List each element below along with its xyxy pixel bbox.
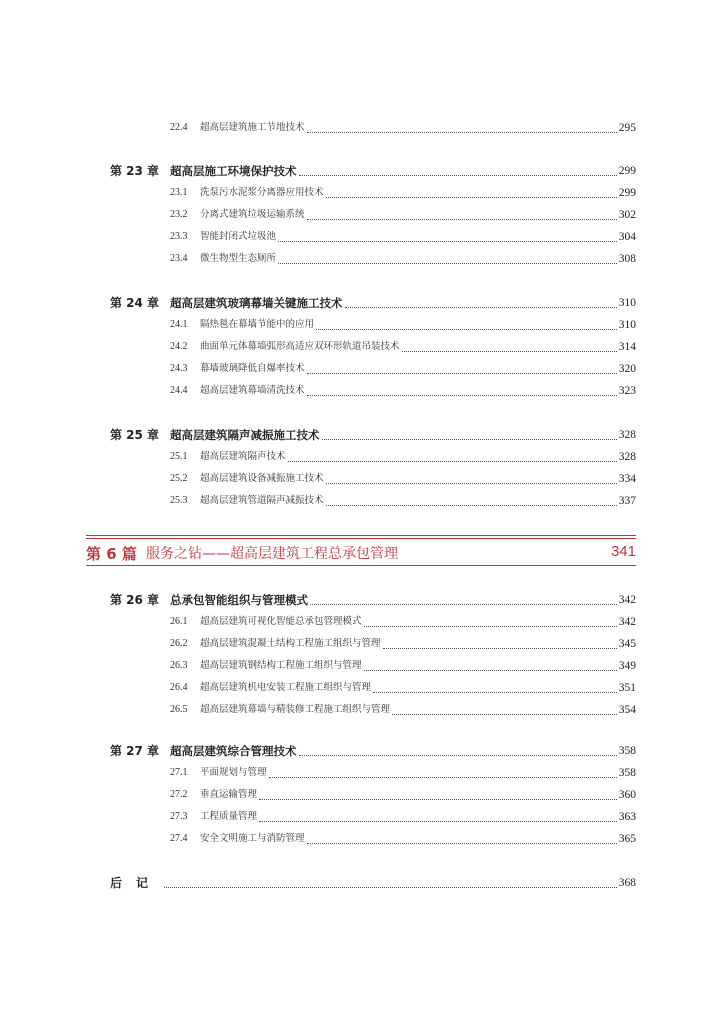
dot-leader <box>259 821 617 822</box>
page-number: 358 <box>618 745 636 757</box>
toc-section-entry <box>170 614 636 630</box>
section-title: 超高层建筑钢结构工程施工组织与管理 <box>200 660 362 671</box>
part-rule-bottom <box>86 565 636 566</box>
toc-section-entry <box>170 831 636 847</box>
part-title: 服务之钻——超高层建筑工程总承包管理 <box>146 546 398 562</box>
page-number: 365 <box>618 833 636 845</box>
toc-section-entry <box>170 471 636 487</box>
dot-leader <box>364 626 617 627</box>
section-title: 超高层建筑混凝土结构工程施工组织与管理 <box>200 638 381 649</box>
section-title: 超高层建筑可视化智能总承包管理模式 <box>200 616 362 627</box>
page-number: 360 <box>618 789 636 801</box>
section-title: 超高层建筑机电安装工程施工组织与管理 <box>200 682 372 693</box>
page-number: 299 <box>618 187 636 199</box>
section-title: 超高层建筑设备减振施工技术 <box>200 473 324 484</box>
section-number: 27.3 <box>170 811 188 822</box>
toc-section-entry <box>170 383 636 399</box>
page-number: 349 <box>618 660 636 672</box>
toc-section-entry <box>170 229 636 245</box>
page-number: 337 <box>618 495 636 507</box>
page-number: 368 <box>618 877 636 889</box>
section-number: 24.3 <box>170 363 188 374</box>
dot-leader <box>164 887 617 888</box>
chapter-title: 超高层建筑玻璃幕墙关键施工技术 <box>170 296 343 310</box>
section-number: 23.3 <box>170 231 188 242</box>
part-heading <box>86 535 636 567</box>
toc-chapter-entry <box>110 427 636 443</box>
section-number: 24.2 <box>170 341 188 352</box>
dot-leader <box>307 373 617 374</box>
section-number: 26.4 <box>170 682 188 693</box>
section-number: 26.2 <box>170 638 188 649</box>
chapter-number: 第 23 章 <box>110 164 160 178</box>
toc-section-entry <box>170 658 636 674</box>
dot-leader <box>269 777 617 778</box>
page-number: 363 <box>618 811 636 823</box>
dot-leader <box>288 461 617 462</box>
page-number: 328 <box>618 451 636 463</box>
toc-section-entry <box>170 680 636 696</box>
section-number: 25.2 <box>170 473 188 484</box>
toc-section-entry <box>170 207 636 223</box>
part-page: 341 <box>610 543 636 560</box>
section-title: 超高层建筑施工节地技术 <box>200 122 305 133</box>
chapter-number: 第 24 章 <box>110 296 160 310</box>
page-number: 310 <box>618 319 636 331</box>
section-number: 23.2 <box>170 209 188 220</box>
dot-leader <box>307 219 617 220</box>
toc-section-entry <box>170 185 636 201</box>
section-number: 27.2 <box>170 789 188 800</box>
section-number: 25.3 <box>170 495 188 506</box>
toc-section-entry <box>170 702 636 718</box>
toc-section-entry <box>170 765 636 781</box>
toc-section-entry <box>170 636 636 652</box>
part-rule-top <box>86 535 636 536</box>
epilogue-title: 后记 <box>110 876 163 890</box>
page-number: 358 <box>618 767 636 779</box>
dot-leader <box>299 755 617 756</box>
chapter-title: 超高层建筑隔声减振施工技术 <box>170 428 320 442</box>
page-number: 299 <box>618 165 636 177</box>
dot-leader <box>307 395 617 396</box>
toc-epilogue-entry <box>110 875 636 891</box>
page-number: 345 <box>618 638 636 650</box>
page-number: 295 <box>618 122 636 134</box>
toc-section-entry <box>170 251 636 267</box>
dot-leader <box>259 799 617 800</box>
toc-section-entry <box>170 787 636 803</box>
section-number: 27.4 <box>170 833 188 844</box>
chapter-title: 总承包智能组织与管理模式 <box>170 593 308 607</box>
part-number: 第 6 篇 <box>86 545 137 563</box>
chapter-number: 第 25 章 <box>110 428 160 442</box>
page-number: 308 <box>618 253 636 265</box>
section-title: 超高层建筑幕墙与精装修工程施工组织与管理 <box>200 704 391 715</box>
section-number: 23.4 <box>170 253 188 264</box>
part-rule-top-2 <box>86 538 636 539</box>
dot-leader <box>326 505 617 506</box>
section-number: 24.4 <box>170 385 188 396</box>
toc-chapter-entry <box>110 163 636 179</box>
dot-leader <box>316 329 617 330</box>
section-title: 超高层建筑隔声技术 <box>200 451 286 462</box>
toc-section-entry <box>170 493 636 509</box>
section-number: 26.5 <box>170 704 188 715</box>
section-title: 垂直运输管理 <box>200 789 258 800</box>
toc-section-entry <box>170 361 636 377</box>
section-title: 分离式建筑垃圾运输系统 <box>200 209 305 220</box>
toc-section-entry <box>170 449 636 465</box>
toc-chapter-entry <box>110 592 636 608</box>
dot-leader <box>310 604 617 605</box>
page-number: 342 <box>618 616 636 628</box>
toc-chapter-entry <box>110 743 636 759</box>
section-title: 曲面单元体幕墙弧形高适应双环形轨道吊装技术 <box>200 341 400 352</box>
page-number: 342 <box>618 594 636 606</box>
section-title: 智能封闭式垃圾池 <box>200 231 277 242</box>
section-number: 24.1 <box>170 319 188 330</box>
page-number: 304 <box>618 231 636 243</box>
dot-leader <box>373 692 617 693</box>
section-number: 27.1 <box>170 767 188 778</box>
section-title: 隔热毯在幕墙节能中的应用 <box>200 319 315 330</box>
page-number: 302 <box>618 209 636 221</box>
dot-leader <box>307 132 617 133</box>
page-number: 351 <box>618 682 636 694</box>
section-title: 洗泵污水泥浆分离器应用技术 <box>200 187 324 198</box>
dot-leader <box>326 483 617 484</box>
section-title: 安全文明施工与消防管理 <box>200 833 305 844</box>
page-number: 320 <box>618 363 636 375</box>
section-number: 25.1 <box>170 451 188 462</box>
section-number: 26.1 <box>170 616 188 627</box>
dot-leader <box>278 263 617 264</box>
section-number: 22.4 <box>170 122 188 133</box>
section-number: 26.3 <box>170 660 188 671</box>
section-title: 超高层建筑幕墙清洗技术 <box>200 385 305 396</box>
dot-leader <box>345 307 617 308</box>
chapter-title: 超高层施工环境保护技术 <box>170 164 297 178</box>
dot-leader <box>322 439 617 440</box>
section-title: 幕墙玻璃降低自爆率技术 <box>200 363 305 374</box>
section-title: 工程质量管理 <box>200 811 258 822</box>
page-number: 323 <box>618 385 636 397</box>
dot-leader <box>307 843 617 844</box>
dot-leader <box>326 197 617 198</box>
page-number: 354 <box>618 704 636 716</box>
section-title: 超高层建筑管道隔声减振技术 <box>200 495 324 506</box>
page-number: 328 <box>618 429 636 441</box>
page-number: 310 <box>618 297 636 309</box>
chapter-title: 超高层建筑综合管理技术 <box>170 744 297 758</box>
page-number: 314 <box>618 341 636 353</box>
chapter-number: 第 26 章 <box>110 593 160 607</box>
toc-chapter-entry <box>110 295 636 311</box>
toc-section-entry <box>170 317 636 333</box>
dot-leader <box>392 714 617 715</box>
section-number: 23.1 <box>170 187 188 198</box>
dot-leader <box>299 175 617 176</box>
section-title: 平面规划与管理 <box>200 767 267 778</box>
page-number: 334 <box>618 473 636 485</box>
chapter-number: 第 27 章 <box>110 744 160 758</box>
toc-section-entry <box>170 339 636 355</box>
dot-leader <box>402 351 617 352</box>
dot-leader <box>383 648 617 649</box>
dot-leader <box>364 670 617 671</box>
toc-section-entry <box>170 120 636 136</box>
dot-leader <box>278 241 617 242</box>
toc-section-entry <box>170 809 636 825</box>
section-title: 微生物型生态厕所 <box>200 253 277 264</box>
